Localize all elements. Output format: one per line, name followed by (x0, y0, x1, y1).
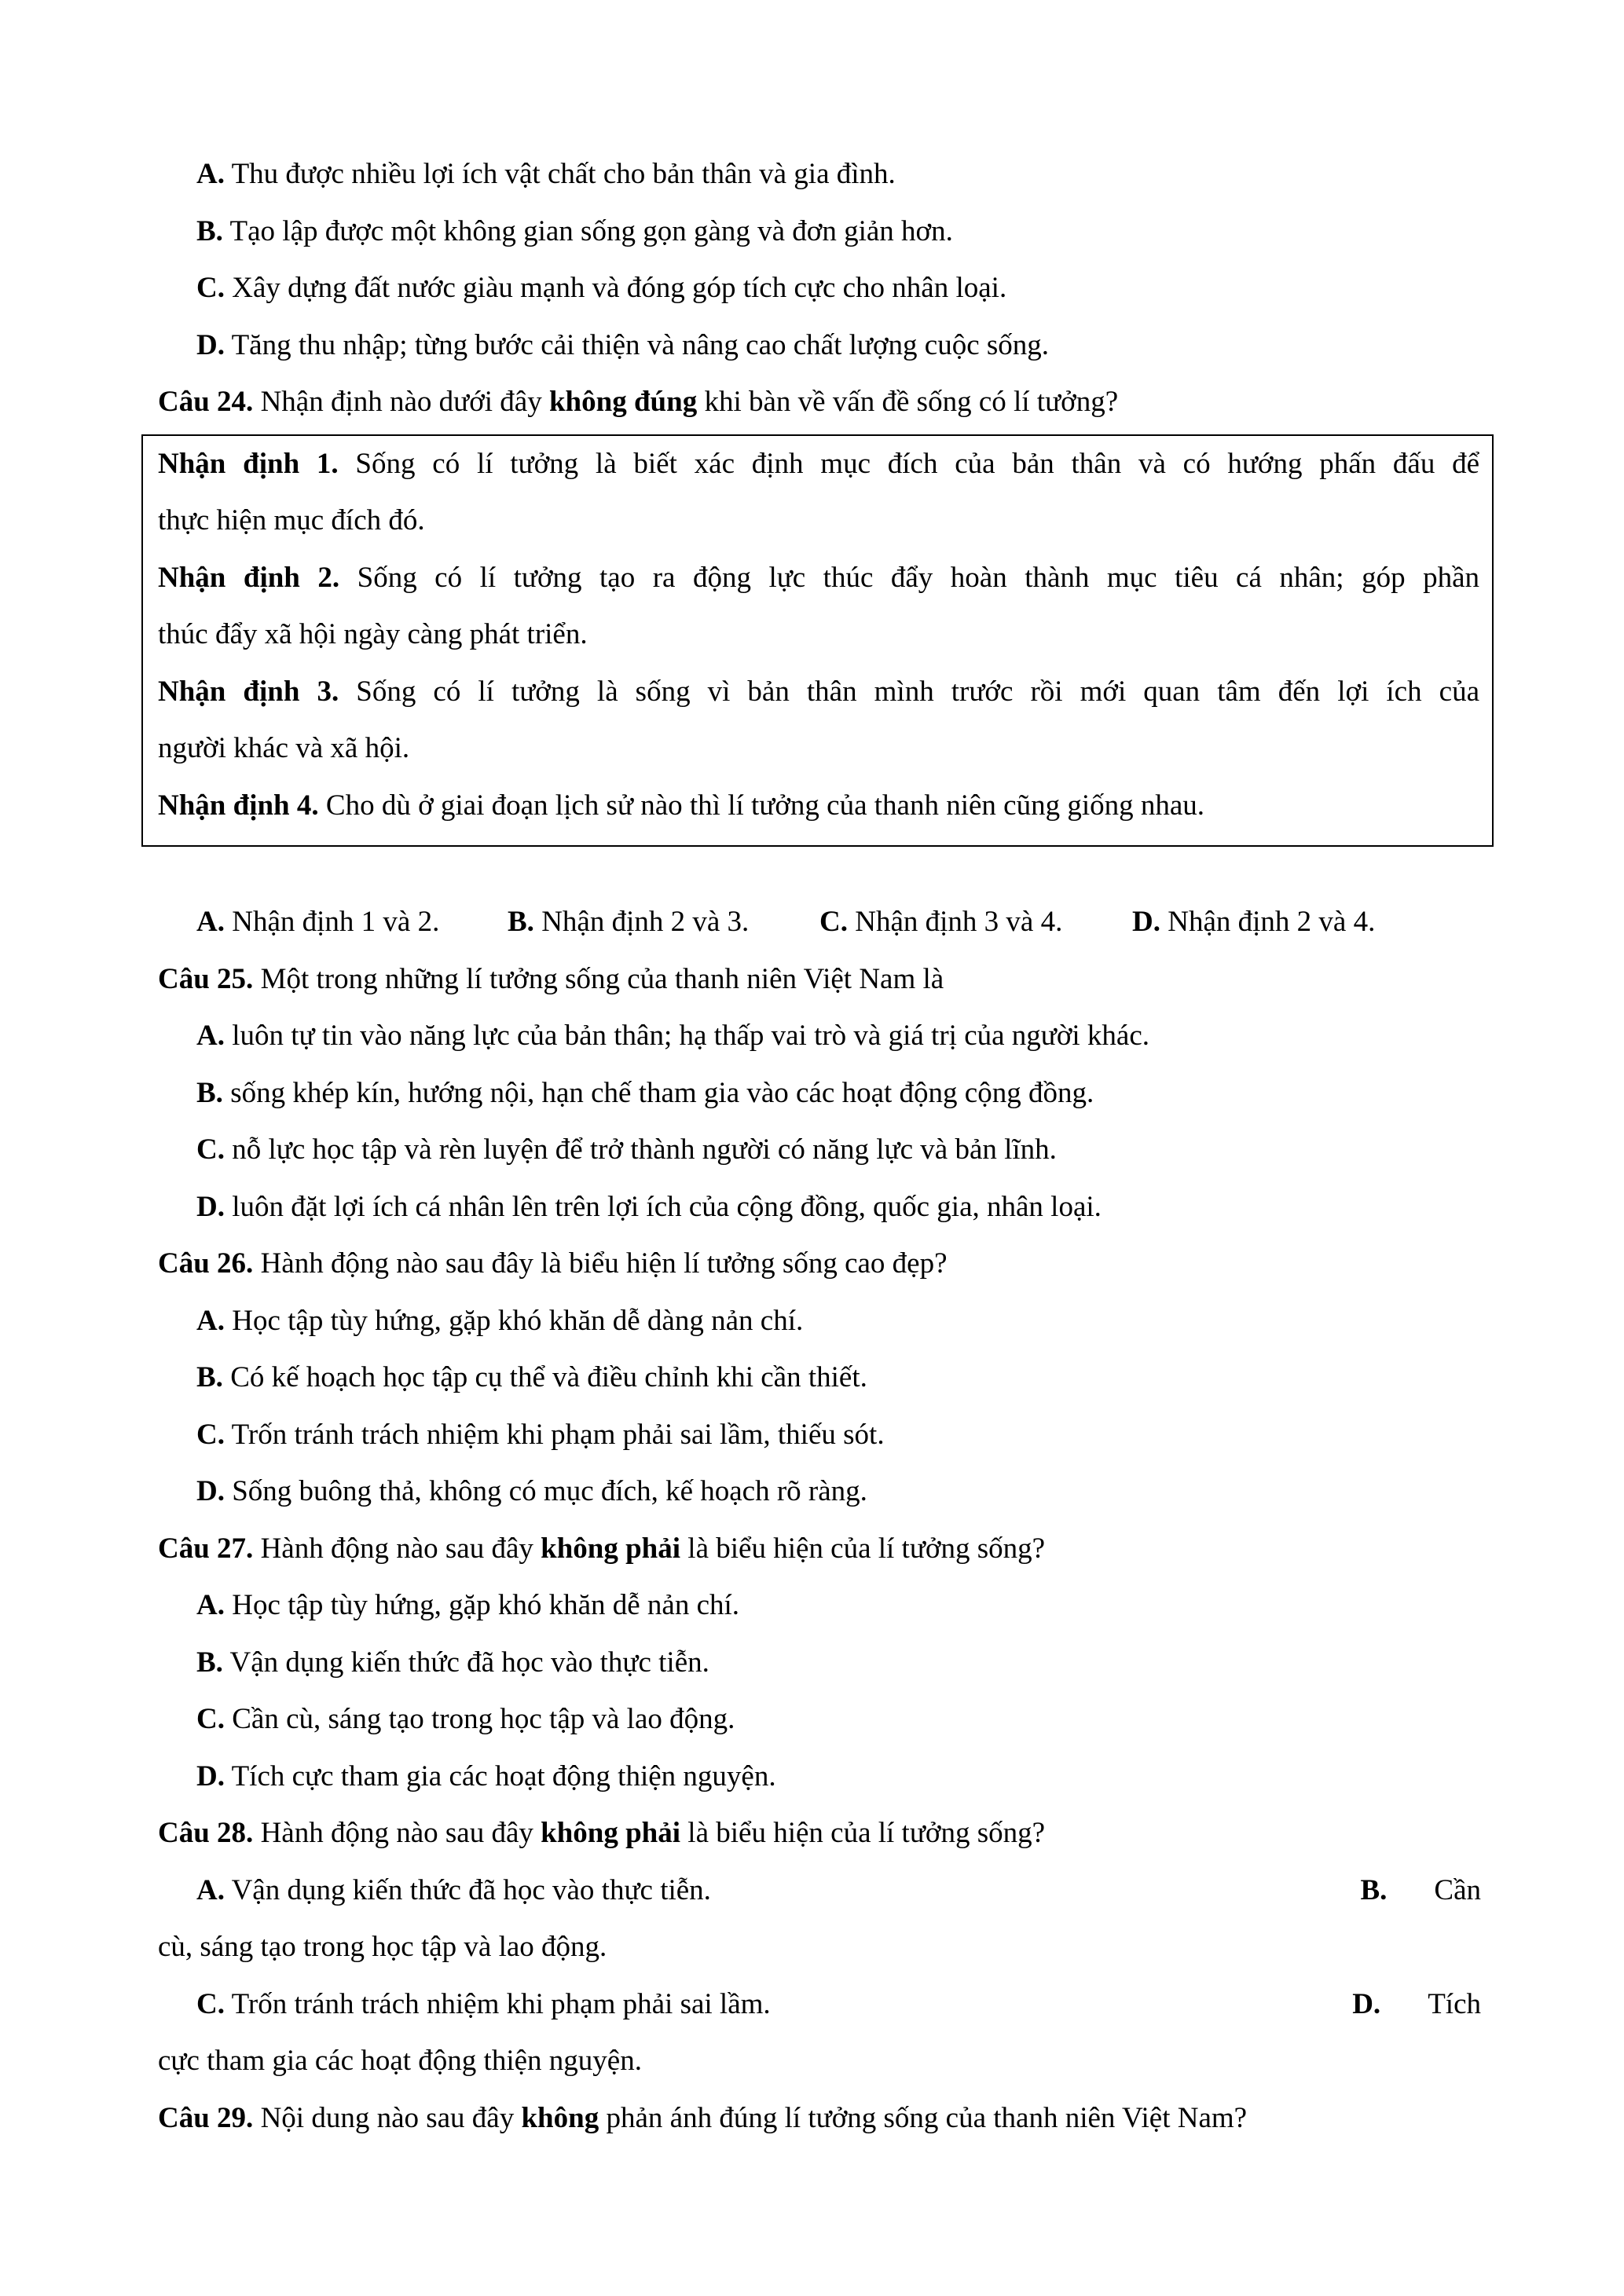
option-label: A. (196, 1304, 225, 1337)
option-label: D. (196, 1760, 225, 1792)
q27-option-a (0, 1577, 1624, 1635)
option-label: D. (1132, 906, 1160, 938)
q28-option-a (196, 1862, 711, 1920)
option-label: D. (196, 328, 225, 361)
statement-1 (158, 436, 1479, 493)
option-text: Tạo lập được một không gian sống gọn gàng và đơn giản hơn. (222, 214, 953, 247)
option-label: B. (508, 906, 534, 938)
option-label: C. (819, 906, 848, 938)
document-page (0, 146, 1624, 2147)
option-text: Vận dụng kiến thức đã học vào thực tiễn. (224, 1873, 711, 1906)
option-label: B. (196, 1076, 223, 1109)
option-label: C. (196, 1133, 225, 1166)
stem-text: Hành động nào sau đây (253, 1532, 541, 1565)
statement-3-cont: người khác và xã hội. (158, 732, 410, 764)
option-label: D. (196, 1475, 225, 1507)
q28-options-ab (0, 1862, 1624, 1920)
q28-stem (0, 1805, 1624, 1862)
statement-text: Sống có lí tưởng tạo ra động lực thúc đẩy hoàn thành mục tiêu cá nhân; góp phần (339, 561, 1479, 594)
option-label: A. (196, 1589, 225, 1621)
option-text: luôn đặt lợi ích cá nhân lên trên lợi ích của cộng đồng, quốc gia, nhân loại. (224, 1190, 1102, 1223)
option-label: B. (196, 214, 223, 247)
q27-option-c (0, 1691, 1624, 1749)
statement-4 (158, 778, 1479, 835)
question-number: Câu 28. (158, 1817, 254, 1849)
q27-stem (0, 1521, 1624, 1578)
q24-options (0, 894, 1624, 951)
option-text: Cần cù, sáng tạo trong học tập và lao động. (224, 1703, 735, 1735)
option-text: Tích (1428, 1987, 1481, 2020)
q24-option-d (1132, 894, 1375, 951)
option-label: B. (196, 1646, 223, 1679)
question-number: Câu 24. (158, 386, 254, 418)
option-text: Có kế hoạch học tập cụ thể và điều chỉnh khi cần thiết. (222, 1361, 867, 1393)
q26-stem (0, 1236, 1624, 1293)
stem-text: Nhận định nào dưới đây (253, 386, 549, 418)
q25-option-c (0, 1122, 1624, 1179)
q23-option-a (0, 146, 1624, 203)
option-label: D. (1352, 1987, 1381, 2020)
statement-text: Sống có lí tưởng là biết xác định mục đích của bản thân và có hướng phấn đấu để (338, 447, 1480, 480)
stem-emphasis: không phải (541, 1532, 681, 1565)
option-text: Nhận định 3 và 4. (847, 906, 1063, 938)
stem-emphasis: không phải (541, 1817, 681, 1849)
q26-option-a (0, 1293, 1624, 1350)
option-text: Vận dụng kiến thức đã học vào thực tiễn. (222, 1646, 709, 1679)
q25-option-a (0, 1008, 1624, 1065)
q25-option-d (0, 1179, 1624, 1236)
option-text: Nhận định 2 và 4. (1160, 906, 1376, 938)
stem-text: là biểu hiện của lí tưởng sống? (680, 1532, 1046, 1565)
question-number: Câu 27. (158, 1532, 254, 1565)
option-text: luôn tự tin vào năng lực của bản thân; hạ thấp vai trò và giá trị của người khác. (224, 1020, 1150, 1052)
statement-3 (158, 664, 1479, 721)
statement-text: Cho dù ở giai đoạn lịch sử nào thì lí tưởng của thanh niên cũng giống nhau. (318, 789, 1205, 822)
option-label: C. (196, 1703, 225, 1735)
q25-option-b (0, 1065, 1624, 1122)
stem-text: Nội dung nào sau đây (253, 2101, 522, 2134)
q24-stem (0, 374, 1624, 431)
question-number: Câu 25. (158, 962, 254, 995)
option-label: C. (196, 1987, 225, 2020)
q28-option-d-cont: cực tham gia các hoạt động thiện nguyện. (158, 2045, 642, 2077)
option-text: Xây dựng đất nước giàu mạnh và đóng góp tích cực cho nhân loại. (224, 272, 1007, 304)
statement-text: Sống có lí tưởng là sống vì bản thân mình trước rồi mới quan tâm đến lợi ích của (339, 675, 1479, 708)
stem-text: là biểu hiện của lí tưởng sống? (680, 1817, 1046, 1849)
question-number: Câu 26. (158, 1247, 254, 1280)
q24-option-c (819, 894, 1062, 951)
stem-text: Hành động nào sau đây (253, 1817, 541, 1849)
option-text: Học tập tùy hứng, gặp khó khăn dễ nản chí. (224, 1589, 740, 1621)
q26-option-b (0, 1349, 1624, 1407)
option-label: C. (196, 1418, 225, 1451)
option-label: B. (196, 1361, 223, 1393)
q24-option-b (508, 894, 749, 951)
statement-1-cont: thực hiện mục đích đó. (158, 504, 425, 536)
q27-option-b (0, 1635, 1624, 1692)
statement-label: Nhận định 2. (158, 561, 340, 594)
option-label: D. (196, 1190, 225, 1223)
q26-option-c (0, 1407, 1624, 1464)
option-label: A. (196, 1020, 225, 1052)
q23-option-c (0, 260, 1624, 317)
statements-box (141, 434, 1494, 848)
stem-emphasis: không (521, 2101, 599, 2134)
option-text: Tăng thu nhập; từng bước cải thiện và nâng cao chất lượng cuộc sống. (224, 328, 1050, 361)
stem-text: khi bàn về vấn đề sống có lí tưởng? (697, 386, 1119, 418)
stem-emphasis: không đúng (548, 386, 698, 418)
option-label: A. (196, 158, 225, 190)
stem-text: phản ánh đúng lí tưởng sống của thanh niên Việt Nam? (599, 2101, 1248, 2134)
statement-label: Nhận định 3. (158, 675, 339, 708)
option-label: A. (196, 1873, 225, 1906)
option-label: A. (196, 906, 225, 938)
q28-option-b-cont: cù, sáng tạo trong học tập và lao động. (158, 1931, 607, 1963)
statement-label: Nhận định 1. (158, 447, 339, 480)
option-text: Sống buông thả, không có mục đích, kế hoạch rõ ràng. (224, 1475, 867, 1507)
q23-option-d (0, 317, 1624, 375)
q28-options-cd (0, 1976, 1624, 2034)
option-text: Cần (1434, 1873, 1481, 1906)
stem-text: Hành động nào sau đây là biểu hiện lí tưởng sống cao đẹp? (253, 1247, 948, 1280)
q28-option-b (1360, 1862, 1481, 1920)
stem-text: Một trong những lí tưởng sống của thanh niên Việt Nam là (253, 962, 944, 995)
option-text: Thu được nhiều lợi ích vật chất cho bản thân và gia đình. (224, 158, 896, 190)
option-text: Trốn tránh trách nhiệm khi phạm phải sai lầm, thiếu sót. (224, 1418, 885, 1451)
option-text: Trốn tránh trách nhiệm khi phạm phải sai lầm. (224, 1987, 771, 2020)
statement-2 (158, 550, 1479, 607)
q28-option-d (1352, 1976, 1481, 2034)
option-label: B. (1360, 1873, 1388, 1906)
question-number: Câu 29. (158, 2101, 254, 2134)
q29-stem (0, 2090, 1624, 2148)
q23-option-b (0, 203, 1624, 261)
option-text: Tích cực tham gia các hoạt động thiện nguyện. (224, 1760, 776, 1792)
q27-option-d (0, 1749, 1624, 1806)
q26-option-d (0, 1463, 1624, 1521)
option-label: C. (196, 272, 225, 304)
option-text: Nhận định 2 và 3. (533, 906, 750, 938)
option-text: Học tập tùy hứng, gặp khó khăn dễ dàng nản chí. (224, 1304, 804, 1337)
q24-option-a (196, 894, 439, 951)
q28-option-c (196, 1976, 771, 2034)
statement-label: Nhận định 4. (158, 789, 319, 822)
statement-2-cont: thúc đẩy xã hội ngày càng phát triển. (158, 618, 588, 650)
q25-stem (0, 951, 1624, 1009)
option-text: nỗ lực học tập và rèn luyện để trở thành người có năng lực và bản lĩnh. (224, 1133, 1057, 1166)
option-text: sống khép kín, hướng nội, hạn chế tham gia vào các hoạt động cộng đồng. (222, 1076, 1094, 1109)
option-text: Nhận định 1 và 2. (224, 906, 440, 938)
